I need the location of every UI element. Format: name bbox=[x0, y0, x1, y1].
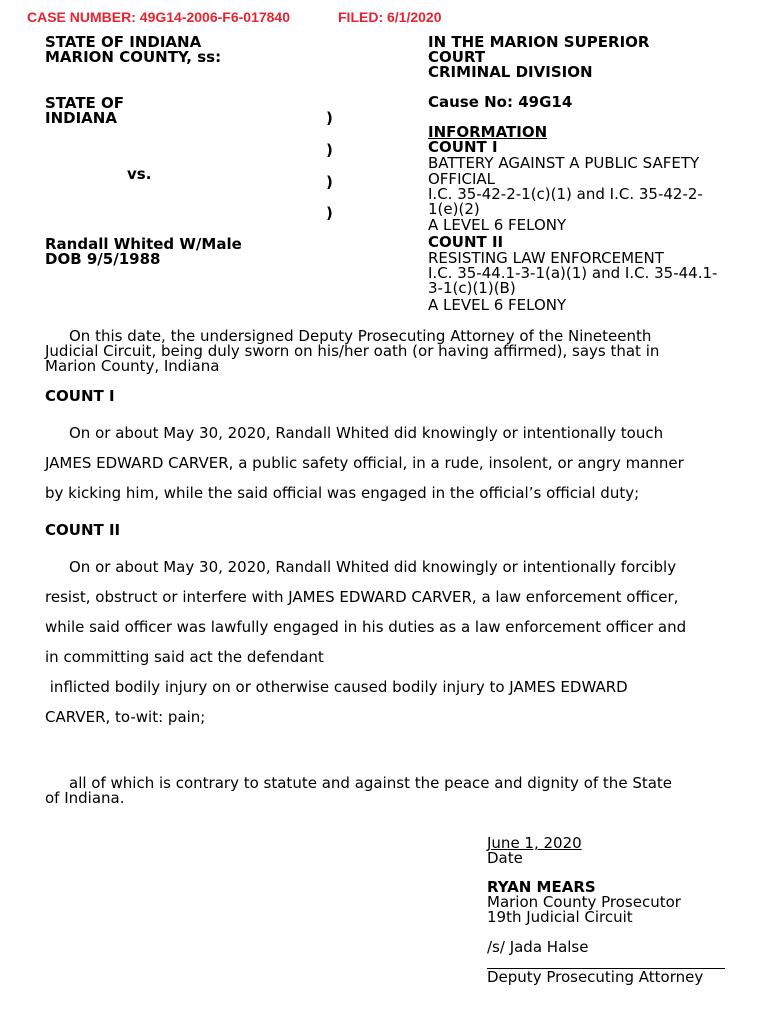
court-name-line1: IN THE MARION SUPERIOR bbox=[428, 33, 650, 51]
count1-heading: COUNT I bbox=[45, 387, 115, 405]
charge-count2-line: RESISTING LAW ENFORCEMENT bbox=[428, 249, 664, 267]
charge-count2-line: A LEVEL 6 FELONY bbox=[428, 296, 567, 314]
information-heading: INFORMATION bbox=[428, 123, 548, 141]
signature-date-value: June 1, 2020 bbox=[487, 834, 582, 852]
count1-text-line: On or about May 30, 2020, Randall Whited did knowingly or intentionally touch bbox=[69, 424, 664, 442]
charge-count1-line: 1(e)(2) bbox=[428, 200, 480, 218]
filed-date: FILED: 6/1/2020 bbox=[338, 9, 442, 25]
count1-text-line: by kicking him, while the said official was engaged in the official’s official duty; bbox=[45, 484, 640, 502]
versus-label: vs. bbox=[127, 165, 152, 183]
count2-text-line: resist, obstruct or interfere with JAMES EDWARD CARVER, a law enforcement officer, bbox=[45, 588, 679, 606]
deputy-title: Deputy Prosecuting Attorney bbox=[487, 968, 704, 986]
count1-text-line: JAMES EDWARD CARVER, a public safety official, in a rude, insolent, or angry manner bbox=[45, 454, 684, 472]
charge-count1-label: COUNT I bbox=[428, 138, 498, 156]
intro-line: Marion County, Indiana bbox=[45, 357, 220, 375]
plaintiff-line2: INDIANA bbox=[45, 109, 117, 127]
defendant-name: Randall Whited W/Male bbox=[45, 235, 242, 253]
caption-county: MARION COUNTY, ss: bbox=[45, 48, 222, 66]
closing-line: all of which is contrary to statute and against the peace and dignity of the State bbox=[69, 774, 673, 792]
cause-number: Cause No: 49G14 bbox=[428, 93, 573, 111]
defendant-dob: DOB 9/5/1988 bbox=[45, 250, 161, 268]
caption-paren: ) bbox=[326, 109, 333, 127]
court-name-line2: COURT bbox=[428, 48, 486, 66]
charge-count1-line: BATTERY AGAINST A PUBLIC SAFETY bbox=[428, 154, 700, 172]
count2-text-line: inflicted bodily injury on or otherwise caused bodily injury to JAMES EDWARD bbox=[45, 678, 628, 696]
charge-count2-label: COUNT II bbox=[428, 233, 504, 251]
intro-line: Judicial Circuit, being duly sworn on his/her oath (or having affirmed), says that in bbox=[45, 342, 660, 360]
count2-heading: COUNT II bbox=[45, 521, 121, 539]
caption-paren: ) bbox=[326, 141, 333, 159]
caption-paren: ) bbox=[326, 204, 333, 222]
charge-count1-line: A LEVEL 6 FELONY bbox=[428, 216, 567, 234]
charge-count1-line: I.C. 35-42-2-1(c)(1) and I.C. 35-42-2- bbox=[428, 185, 703, 203]
plaintiff-line1: STATE OF bbox=[45, 94, 125, 112]
count2-text-line: while said officer was lawfully engaged in his duties as a law enforcement officer and bbox=[45, 618, 687, 636]
court-division: CRIMINAL DIVISION bbox=[428, 63, 593, 81]
prosecutor-name: RYAN MEARS bbox=[487, 878, 596, 896]
case-number: CASE NUMBER: 49G14-2006-F6-017840 bbox=[27, 9, 290, 25]
count2-text-line: in committing said act the defendant bbox=[45, 648, 324, 666]
intro-line: On this date, the undersigned Deputy Prosecuting Attorney of the Nineteenth bbox=[69, 327, 652, 345]
count2-text-line: On or about May 30, 2020, Randall Whited did knowingly or intentionally forcibly bbox=[69, 558, 677, 576]
charge-count1-line: OFFICIAL bbox=[428, 170, 496, 188]
charge-count2-line: I.C. 35-44.1-3-1(a)(1) and I.C. 35-44.1- bbox=[428, 264, 718, 282]
prosecutor-title: Marion County Prosecutor bbox=[487, 893, 681, 911]
caption-paren: ) bbox=[326, 173, 333, 191]
charge-count2-line: 3-1(c)(1)(B) bbox=[428, 279, 516, 297]
count2-text-line: CARVER, to-wit: pain; bbox=[45, 708, 206, 726]
caption-state: STATE OF INDIANA bbox=[45, 33, 202, 51]
electronic-signature: /s/ Jada Halse bbox=[487, 938, 589, 956]
signature-date-label: Date bbox=[487, 849, 523, 867]
closing-line: of Indiana. bbox=[45, 789, 125, 807]
prosecutor-circuit: 19th Judicial Circuit bbox=[487, 908, 633, 926]
